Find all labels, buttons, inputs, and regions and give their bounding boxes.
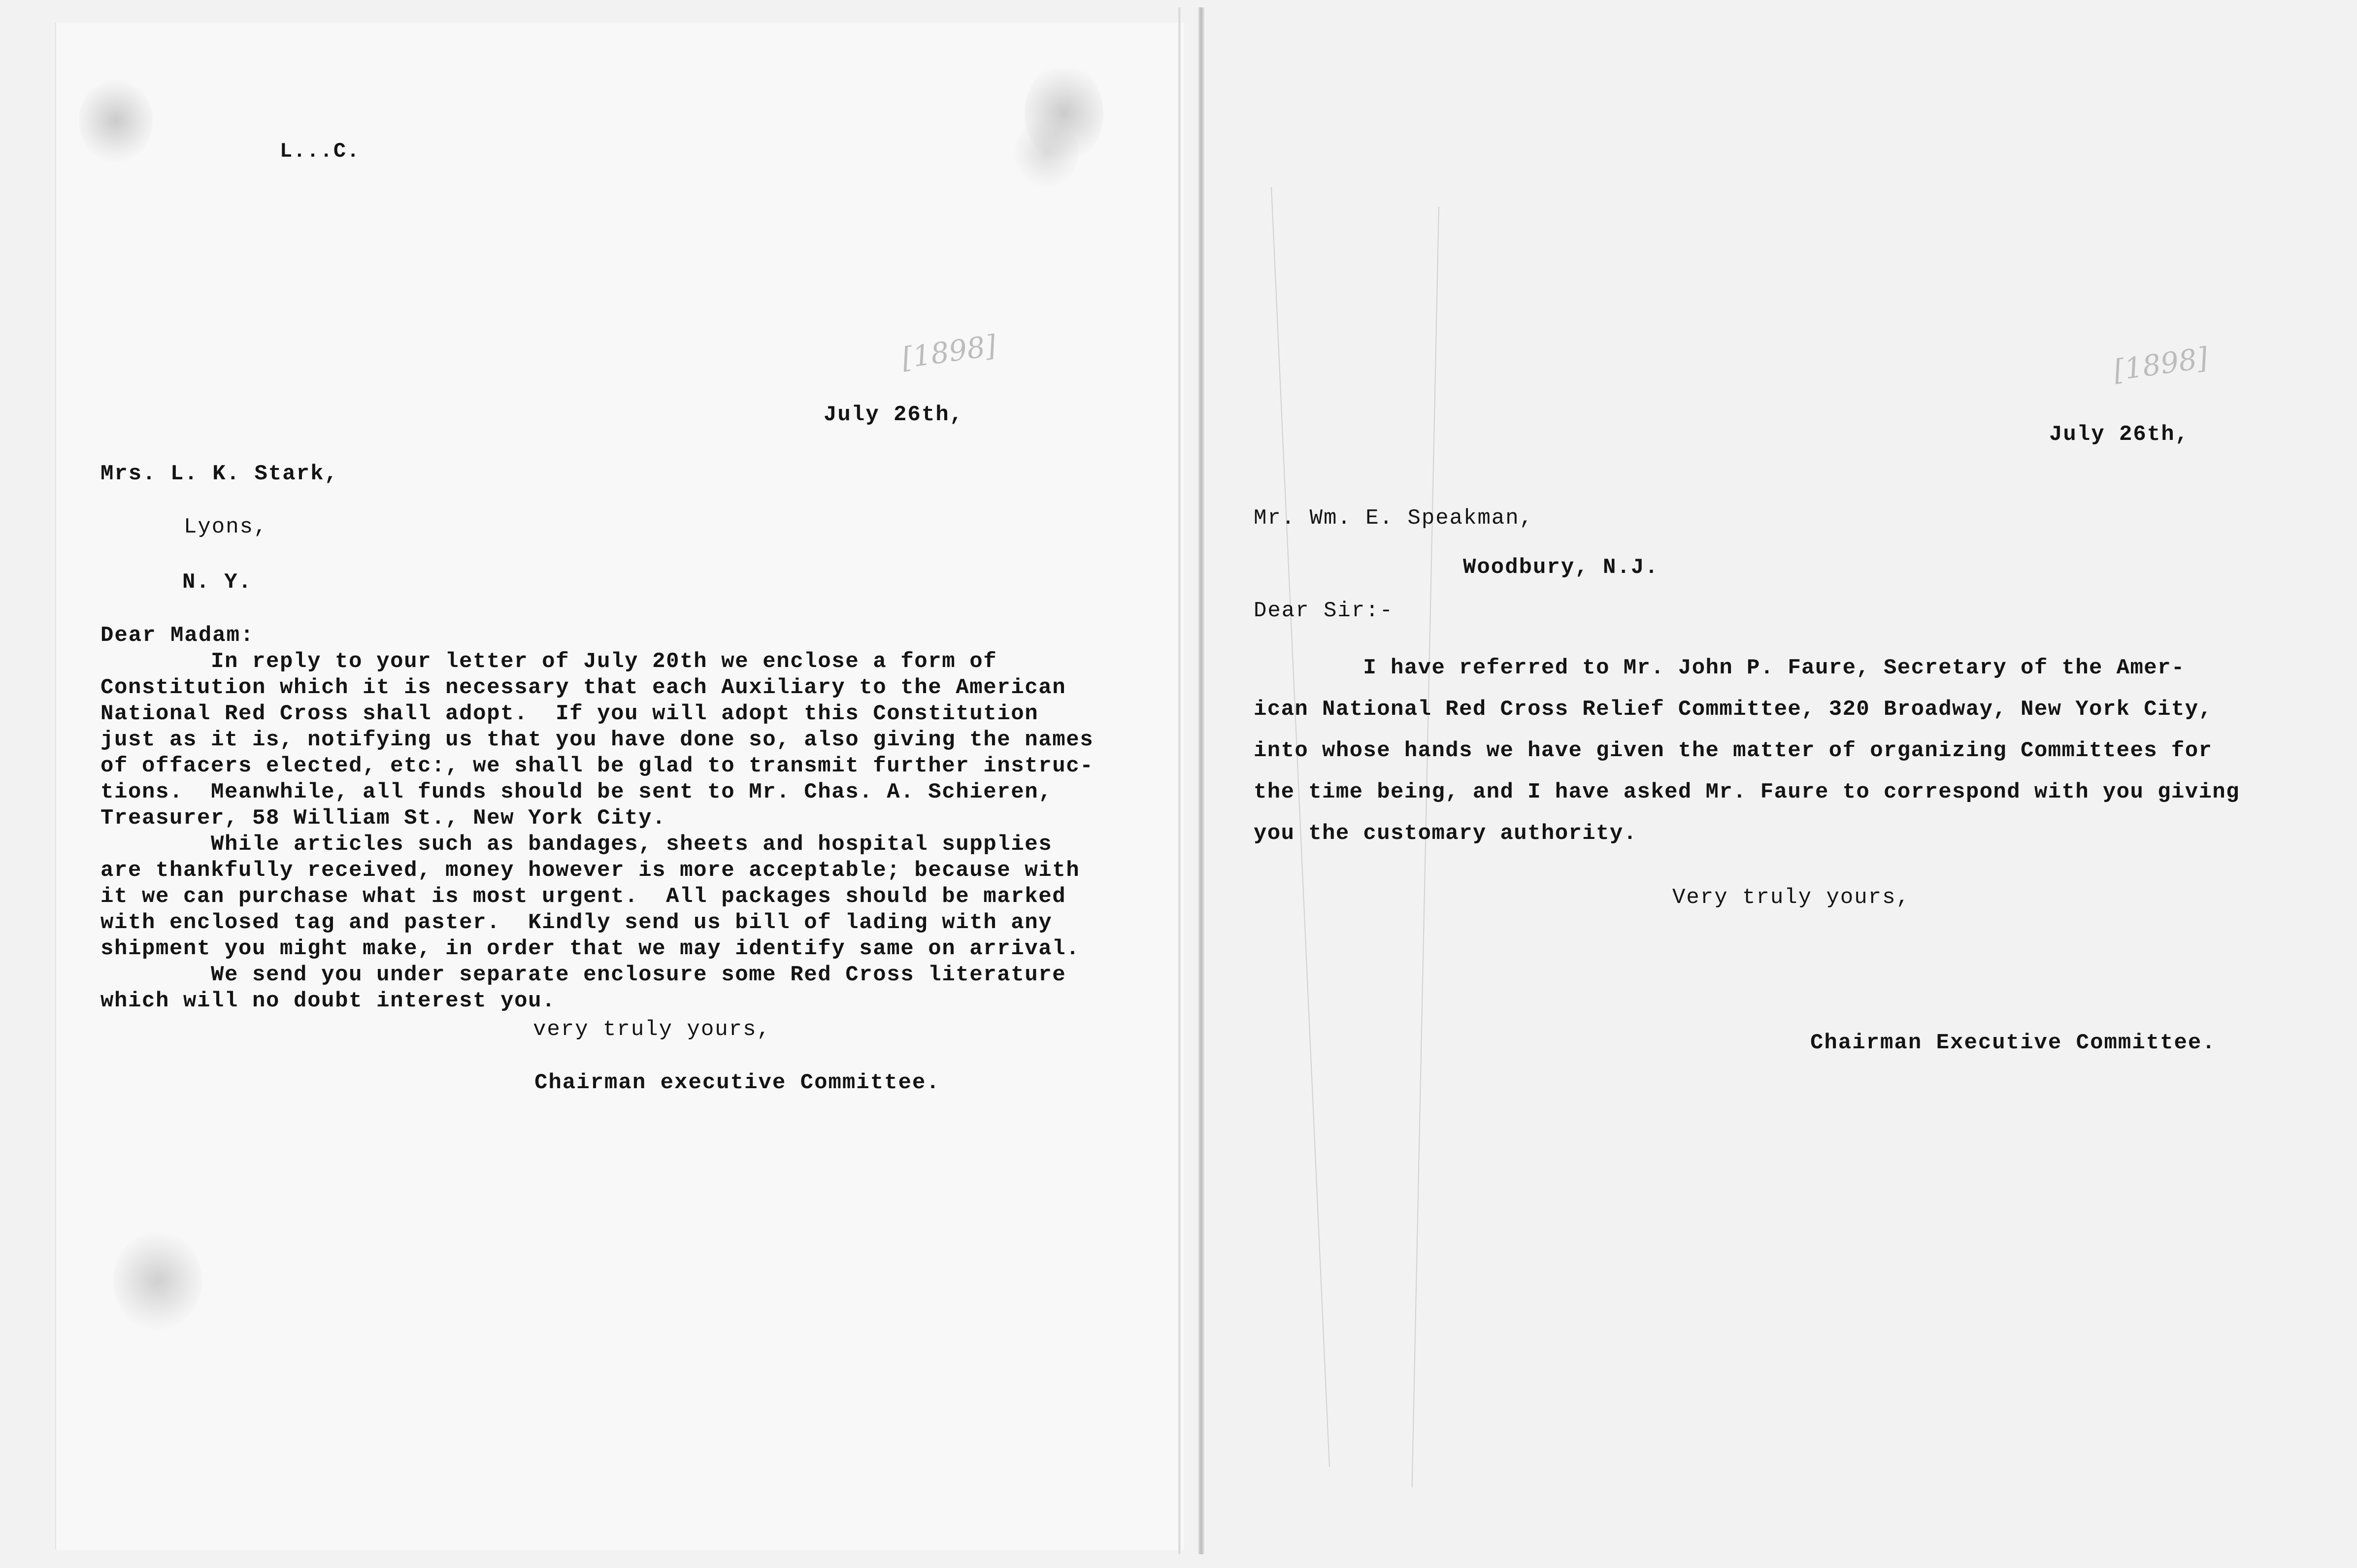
salutation: Dear Madam: <box>100 623 255 648</box>
body-line: of offacers elected, etc:, we shall be glad to transmit further instruc- <box>100 754 1094 778</box>
header-mark: L...C. <box>280 139 361 163</box>
body-line: In reply to your letter of July 20th we enclose a form of <box>100 649 997 674</box>
recipient-city-state: Woodbury, N.J. <box>1463 555 1659 580</box>
body-line: Treasurer, 58 William St., New York City. <box>100 806 666 831</box>
body-line: you the customary authority. <box>1254 821 1637 846</box>
letter-date: July 26th, <box>2049 422 2190 447</box>
recipient-name: Mrs. L. K. Stark, <box>100 462 338 486</box>
smudge-mark <box>113 1232 202 1330</box>
body-line: ican National Red Cross Relief Committee, 320 Broadway, New York City, <box>1254 697 2213 722</box>
body-line: into whose hands we have given the matter of organizing Committees for <box>1254 738 2213 763</box>
body-line: shipment you might make, in order that we may identify same on arrival. <box>100 936 1080 961</box>
recipient-city: Lyons, <box>184 515 268 539</box>
closing: very truly yours, <box>533 1017 771 1042</box>
closing: Very truly yours, <box>1672 885 1910 910</box>
body-line: National Red Cross shall adopt. If you will adopt this Constitution <box>100 701 1039 726</box>
body-line: While articles such as bandages, sheets and hospital supplies <box>100 832 1053 857</box>
body-line: I have referred to Mr. John P. Faure, Secretary of the Amer- <box>1254 656 2185 680</box>
archival-date-note: [1898] <box>2111 340 2210 388</box>
recipient-name: Mr. Wm. E. Speakman, <box>1254 506 1534 531</box>
signature-title: Chairman executive Committee. <box>534 1070 940 1095</box>
salutation: Dear Sir:- <box>1254 599 1394 623</box>
body-line: which will no doubt interest you. <box>100 989 556 1013</box>
body-line: We send you under separate enclosure some Red Cross literature <box>100 963 1066 987</box>
page-gutter <box>1178 7 1181 1554</box>
body-line: it we can purchase what is most urgent. All packages should be marked <box>100 884 1066 909</box>
recipient-state: N. Y. <box>182 570 253 595</box>
body-line: the time being, and I have asked Mr. Faure to correspond with you giving <box>1254 780 2240 804</box>
archival-date-note: [1898] <box>899 328 998 375</box>
smudge-mark <box>1015 118 1079 187</box>
signature-title: Chairman Executive Committee. <box>1810 1031 2216 1055</box>
body-line: Constitution which it is necessary that each Auxiliary to the American <box>100 675 1066 700</box>
body-line: tions. Meanwhile, all funds should be sent to Mr. Chas. A. Schieren, <box>100 780 1053 804</box>
smudge-mark <box>79 79 153 163</box>
letter-date: July 26th, <box>824 402 964 427</box>
body-line: are thankfully received, money however is more acceptable; because with <box>100 858 1080 883</box>
body-line: just as it is, notifying us that you have done so, also giving the names <box>100 728 1094 752</box>
body-line: with enclosed tag and paster. Kindly send us bill of lading with any <box>100 910 1053 935</box>
